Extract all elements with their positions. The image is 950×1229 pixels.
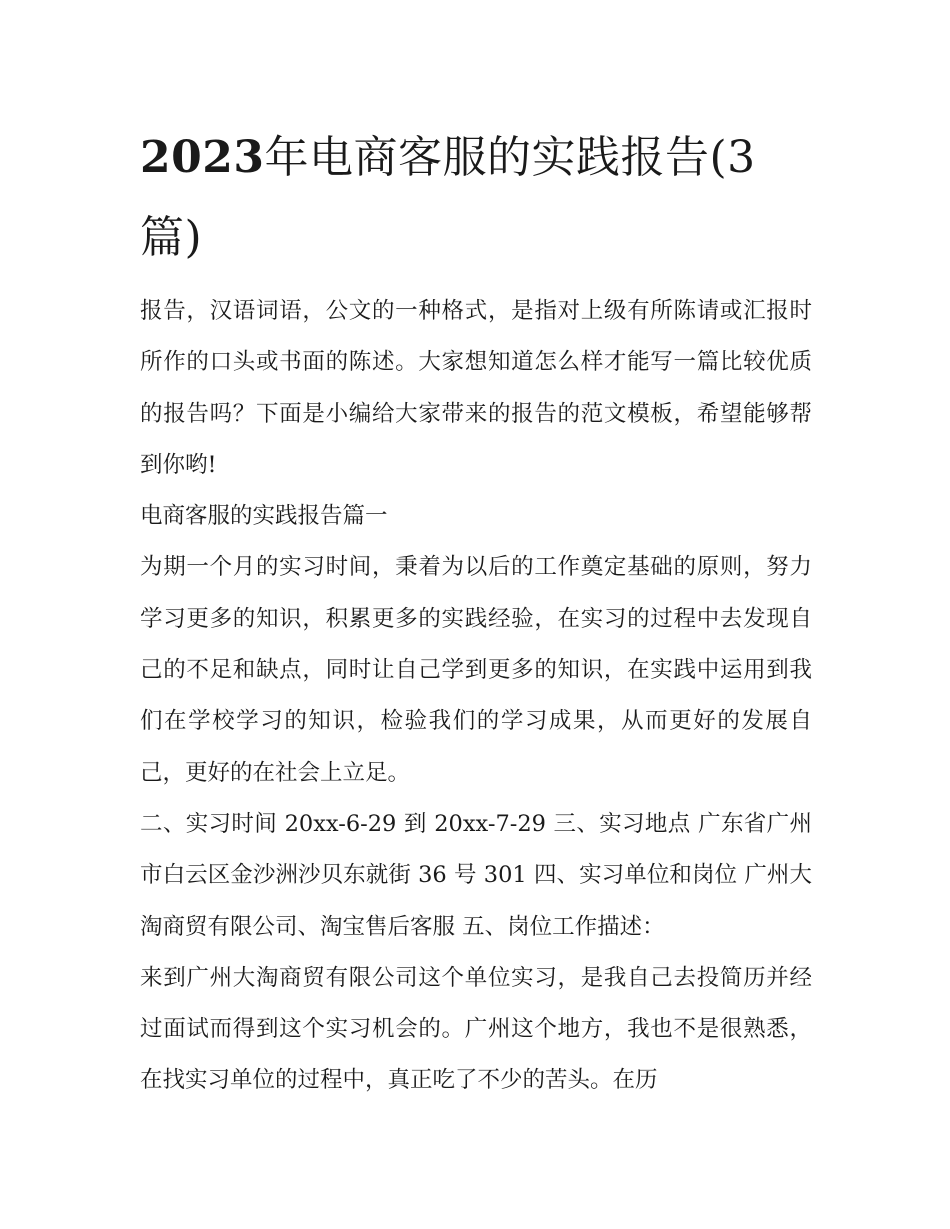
internship-details-paragraph: 二、实习时间 20xx-6-29 到 20xx-7-29 三、实习地点 广东省广州市白云区金沙洲沙贝东就街 36 号 301 四、实习单位和岗位 广州大淘商贸有限公司、淘宝售后客服 五、岗位工作描述： bbox=[140, 810, 812, 940]
title-year: 2023 bbox=[140, 132, 265, 183]
body-paragraph: 为期一个月的实习时间，秉着为以后的工作奠定基础的原则，努力学习更多的知识，积累更多的实践经验，在实习的过程中去发现自己的不足和缺点，同时让自己学到更多的知识，在实践中运用到我们在学校学习的知识，检验我们的学习成果，从而更好的发展自己，更好的在社会上立足。 bbox=[140, 554, 812, 786]
intro-paragraph: 报告，汉语词语，公文的一种格式，是指对上级有所陈请或汇报时所作的口头或书面的陈述。大家想知道怎么样才能写一篇比较优质的报告吗？下面是小编给大家带来的报告的范文模板，希望能够帮到你哟! bbox=[140, 298, 812, 478]
document-page bbox=[140, 118, 812, 1107]
body-paragraph: 来到广州大淘商贸有限公司这个单位实习，是我自己去投简历并经过面试而得到这个实习机会的。广州这个地方，我也不是很熟悉，在找实习单位的过程中，真正吃了不少的苦头。在历 bbox=[140, 964, 812, 1094]
section-heading: 电商客服的实践报告篇一 bbox=[140, 503, 388, 530]
document-title bbox=[140, 118, 812, 278]
title-text: 年电商客服的实践报告(3篇) bbox=[140, 132, 756, 263]
